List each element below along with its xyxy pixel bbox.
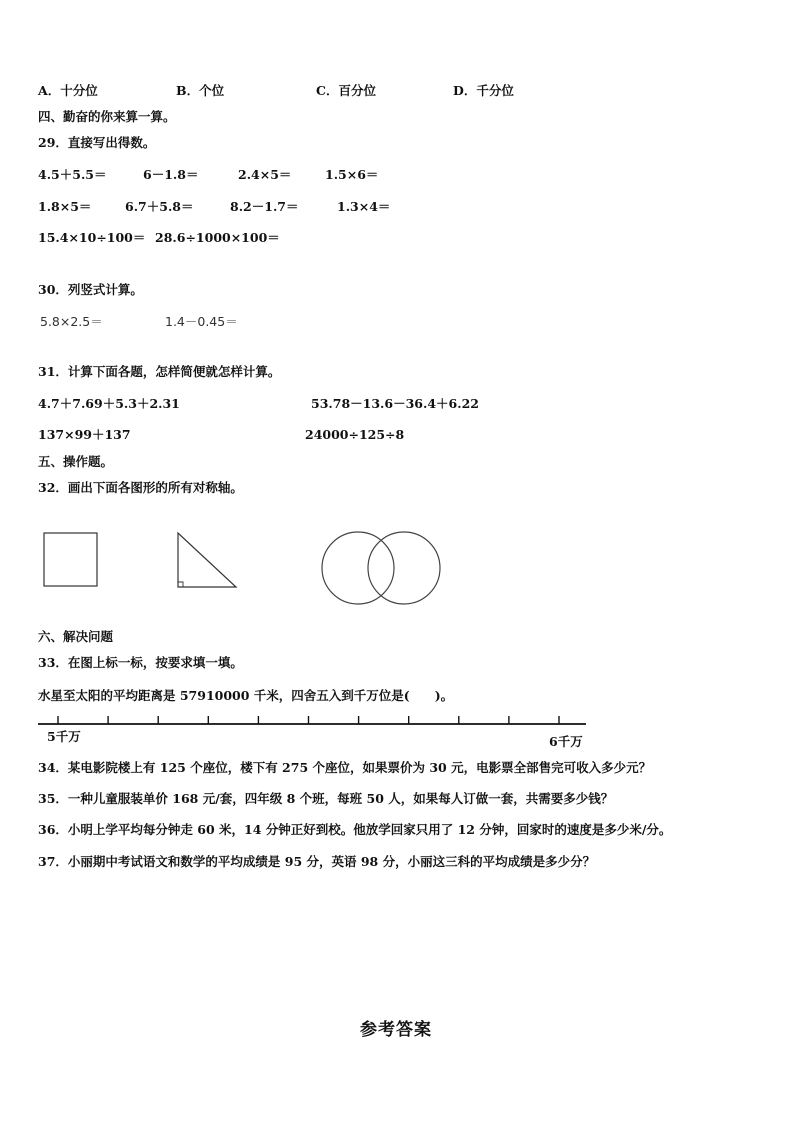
q30-item: 5.8×2.5＝	[40, 314, 103, 329]
q31-item: 137×99＋137	[38, 427, 131, 442]
section-5-heading: 五、操作题。	[38, 454, 114, 469]
q29-item: 1.8×5＝	[38, 199, 92, 214]
answer-heading: 参考答案	[360, 1020, 432, 1040]
q37-text: 37．小丽期中考试语文和数学的平均成绩是 95 分，英语 98 分，小丽这三科的平均成绩是多少分？	[38, 854, 596, 869]
q29-item: 6－1.8＝	[143, 167, 199, 182]
q29-item: 1.3×4＝	[337, 199, 391, 214]
q31-prompt: 31．计算下面各题，怎样简便就怎样计算。	[38, 364, 281, 379]
choice-a: A．十分位	[38, 83, 98, 98]
q33-text: 水星至太阳的平均距离是 57910000 千米，四舍五入到千万位是( )。	[38, 688, 454, 703]
square-shape	[44, 533, 97, 586]
q30-prompt: 30．列竖式计算。	[38, 282, 143, 297]
scale-left-label: 5千万	[47, 729, 81, 744]
q29-item: 1.5×6＝	[325, 167, 379, 182]
q31-item: 24000÷125÷8	[305, 427, 405, 442]
q31-item: 4.7＋7.69＋5.3＋2.31	[38, 396, 180, 411]
choice-c: C．百分位	[316, 83, 376, 98]
q29-item: 6.7＋5.8＝	[125, 199, 194, 214]
q29-item: 4.5＋5.5＝	[38, 167, 107, 182]
left-circle-shape	[322, 532, 394, 604]
q29-item: 15.4×10÷100＝	[38, 230, 146, 245]
choice-b: B．个位	[176, 83, 225, 98]
q30-item: 1.4－0.45＝	[165, 314, 238, 329]
number-line	[30, 712, 630, 742]
section-4-heading: 四、勤奋的你来算一算。	[38, 109, 176, 124]
q32-prompt: 32．画出下面各图形的所有对称轴。	[38, 480, 243, 495]
q33-prompt: 33．在图上标一标，按要求填一填。	[38, 655, 243, 670]
choice-d: D．千分位	[453, 83, 514, 98]
q35-text: 35．一种儿童服装单价 168 元/套，四年级 8 个班，每班 50 人，如果每人订做一套，共需要多少钱？	[38, 791, 614, 806]
right-circle-shape	[368, 532, 440, 604]
q29-item: 8.2－1.7＝	[230, 199, 299, 214]
q31-item: 53.78－13.6－36.4＋6.22	[311, 396, 479, 411]
q32-figures	[0, 525, 794, 625]
q34-text: 34．某电影院楼上有 125 个座位，楼下有 275 个座位，如果票价为 30 元，电影票全部售完可收入多少元？	[38, 760, 652, 775]
q29-item: 2.4×5＝	[238, 167, 292, 182]
section-6-heading: 六、解决问题	[38, 629, 114, 644]
right-triangle-shape	[178, 533, 236, 587]
q36-text: 36．小明上学平均每分钟走 60 米，14 分钟正好到校。他放学回家只用了 12 分钟，回家时的速度是多少米/分。	[38, 822, 672, 837]
scale-right-label: 6千万	[549, 734, 583, 749]
q29-item: 28.6÷1000×100＝	[155, 230, 280, 245]
q29-prompt: 29．直接写出得数。	[38, 135, 156, 150]
